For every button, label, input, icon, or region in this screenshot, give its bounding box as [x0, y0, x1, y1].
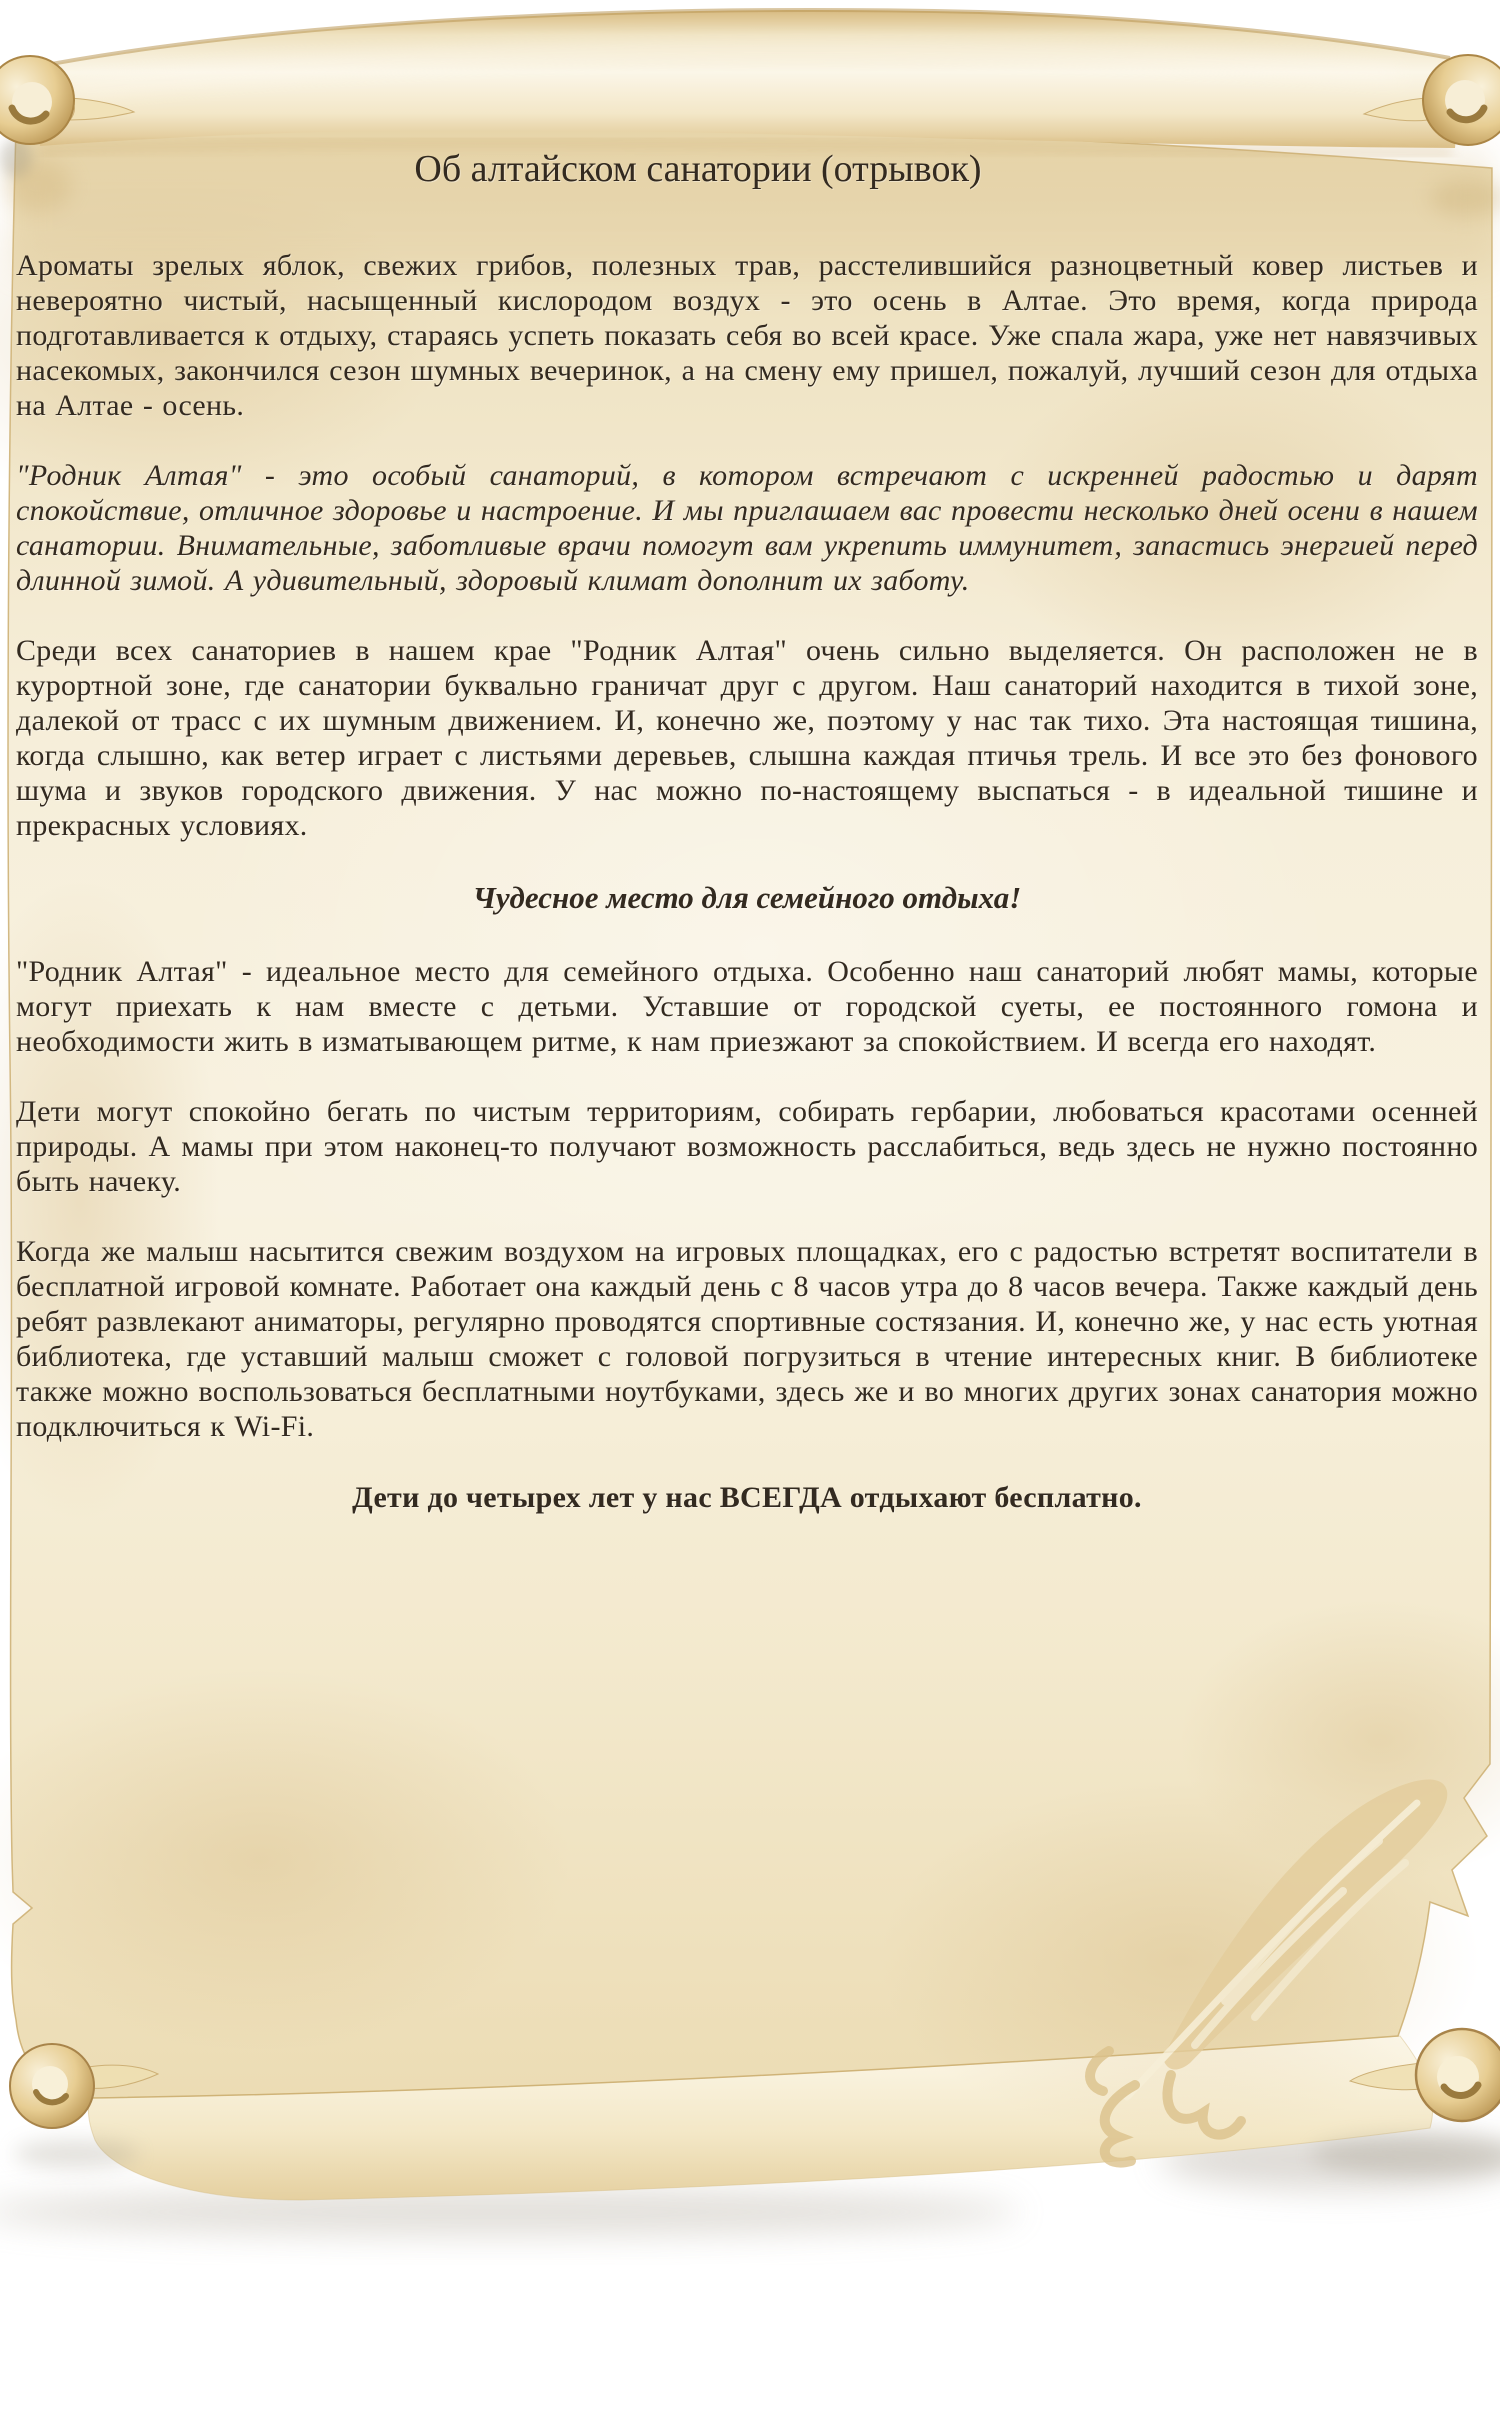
paragraph-autumn-intro: Ароматы зрелых яблок, свежих грибов, полезных трав, расстелившийся разноцветный ковер листьев и невероятно чистый, насыщенный кислородом воздух - это осень в Алтае. Это время, когда природа подготавливается к отдыху, стараясь успеть показать себя во всей красе. Уже спала жара, уже нет навязчивых насекомых, закончился сезон шумных вечеринок, а на смену ему пришел, пожалуй, лучший сезон для отдыха на Алтае - осень.: [16, 249, 1478, 422]
paragraph-sanatorium-quote: "Родник Алтая" - это особый санаторий, в котором встречают с искренней радостью и дарят спокойствие, отличное здоровье и настроение. И мы приглашаем вас провести несколько дней осени в нашем санатории. Внимательные, заботливые врачи помогут вам укрепить иммунитет, запастись энергией перед длинной зимой. А удивительный, здоровый климат дополнит их заботу.: [16, 459, 1478, 597]
document-content: [16, 146, 1478, 1517]
family-rest-heading: Чудесное место для семейного отдыха!: [472, 880, 1022, 915]
paragraph-family-rest: "Родник Алтая" - идеальное место для семейного отдыха. Особенно наш санаторий любят мамы, которые могут приехать к нам вместе с детьми. Уставшие от городской суеты, ее постоянного гомона и необходимости жить в изматывающем ритме, к нам приезжают за спокойствием. И всегда его находят.: [16, 955, 1478, 1058]
paragraph-children-nature: Дети могут спокойно бегать по чистым территориям, собирать гербарии, любоваться красотами осенней природы. А мамы при этом наконец-то получают возможность расслабиться, ведь здесь не нужно постоянно быть начеку.: [16, 1095, 1478, 1198]
free-stay-note: Дети до четырех лет у нас ВСЕГДА отдыхают бесплатно.: [352, 1481, 1142, 1514]
paragraph-quiet-location: Среди всех санаториев в нашем крае "Родник Алтая" очень сильно выделяется. Он расположен не в курортной зоне, где санатории буквально граничат друг с другом. Наш санаторий находится в тихой зоне, далекой от трасс с их шумным движением. И, конечно же, поэтому у нас так тихо. Эта настоящая тишина, когда слышно, как ветер играет с листьями деревьев, слышна каждая птичья трель. И все это без фонового шума и звуков городского движения. У нас можно по-настоящему выспаться - в идеальной тишине и прекрасных условиях.: [16, 634, 1478, 842]
paragraph-children-facilities: Когда же малыш насытится свежим воздухом на игровых площадках, его с радостью встретят воспитатели в бесплатной игровой комнате. Работает она каждый день с 8 часов утра до 8 часов вечера. Также каждый день ребят развлекают аниматоры, регулярно проводятся спортивные состязания. И, конечно же, у нас есть уютная библиотека, где уставший малыш сможет с головой погрузиться в чтение интересных книг. В библиотеке также можно воспользоваться бесплатными ноутбуками, здесь же и во многих других зонах санатория можно подключиться к Wi-Fi.: [16, 1235, 1478, 1443]
page-title: Об алтайском санатории (отрывок): [414, 148, 982, 190]
scroll-top-roll: [30, 10, 1456, 152]
